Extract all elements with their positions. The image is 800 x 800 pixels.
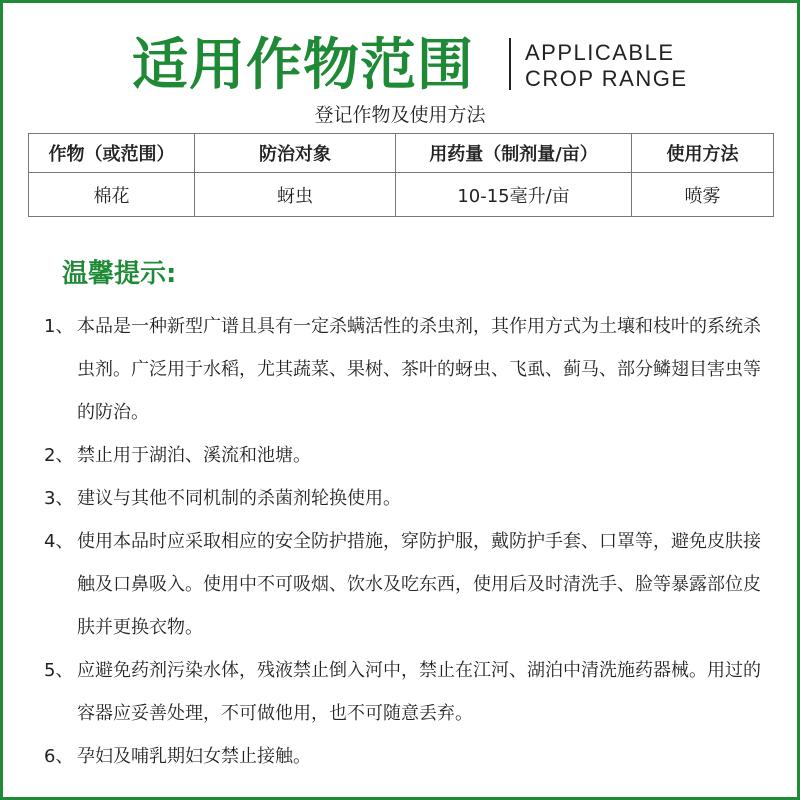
page-title-english xyxy=(525,40,688,92)
list-item xyxy=(44,520,774,649)
tips-heading: 温馨提示: xyxy=(62,259,177,289)
header-method: 使用方法 xyxy=(632,134,774,173)
page-subtitle: 登记作物及使用方法 xyxy=(314,104,486,126)
list-item-text: 本品是一种新型广谱且具有一定杀螨活性的杀虫剂，其作用方式为土壤和枝叶的系统杀虫剂。广泛用于水稻，尤其蔬菜、果树、茶叶的蚜虫、飞虱、蓟马、部分鳞翅目害虫等的防治。 xyxy=(77,316,761,423)
tips-list xyxy=(44,305,774,778)
page-title: 适用作物范围 xyxy=(132,33,474,98)
list-item-number: 5、 xyxy=(44,660,74,681)
list-item xyxy=(44,305,774,434)
list-item-number: 6、 xyxy=(44,746,74,767)
cell-dosage: 10-15毫升/亩 xyxy=(396,173,632,217)
table-header-row xyxy=(29,134,774,173)
list-item-text: 使用本品时应采取相应的安全防护措施，穿防护服，戴防护手套、口罩等，避免皮肤接触及口鼻吸入。使用中不可吸烟、饮水及吃东西，使用后及时清洗手、脸等暴露部位皮肤并更换衣物。 xyxy=(77,531,761,638)
list-item xyxy=(44,434,774,477)
list-item-text: 孕妇及哺乳期妇女禁止接触。 xyxy=(77,746,311,767)
table-row xyxy=(29,173,774,217)
list-item-number: 2、 xyxy=(44,445,74,466)
header-dosage: 用药量（制剂量/亩） xyxy=(396,134,632,173)
list-item xyxy=(44,649,774,735)
list-item-number: 3、 xyxy=(44,488,74,509)
list-item-text: 应避免药剂污染水体，残液禁止倒入河中，禁止在江河、湖泊中清洗施药器械。用过的容器应妥善处理，不可做他用，也不可随意丢弃。 xyxy=(77,660,761,724)
list-item xyxy=(44,477,774,520)
title-divider xyxy=(509,38,511,90)
cell-crop: 棉花 xyxy=(29,173,195,217)
header-crop: 作物（或范围） xyxy=(29,134,195,173)
list-item-number: 4、 xyxy=(44,531,74,552)
title-en-line1: APPLICABLE xyxy=(525,40,675,65)
list-item xyxy=(44,735,774,778)
list-item-text: 建议与其他不同机制的杀菌剂轮换使用。 xyxy=(77,488,401,509)
header-target-pest: 防治对象 xyxy=(195,134,396,173)
title-en-line2: CROP RANGE xyxy=(525,66,688,91)
crop-usage-table xyxy=(28,133,774,217)
list-item-text: 禁止用于湖泊、溪流和池塘。 xyxy=(77,445,311,466)
list-item-number: 1、 xyxy=(44,316,74,337)
cell-method: 喷雾 xyxy=(632,173,774,217)
cell-target-pest: 蚜虫 xyxy=(195,173,396,217)
